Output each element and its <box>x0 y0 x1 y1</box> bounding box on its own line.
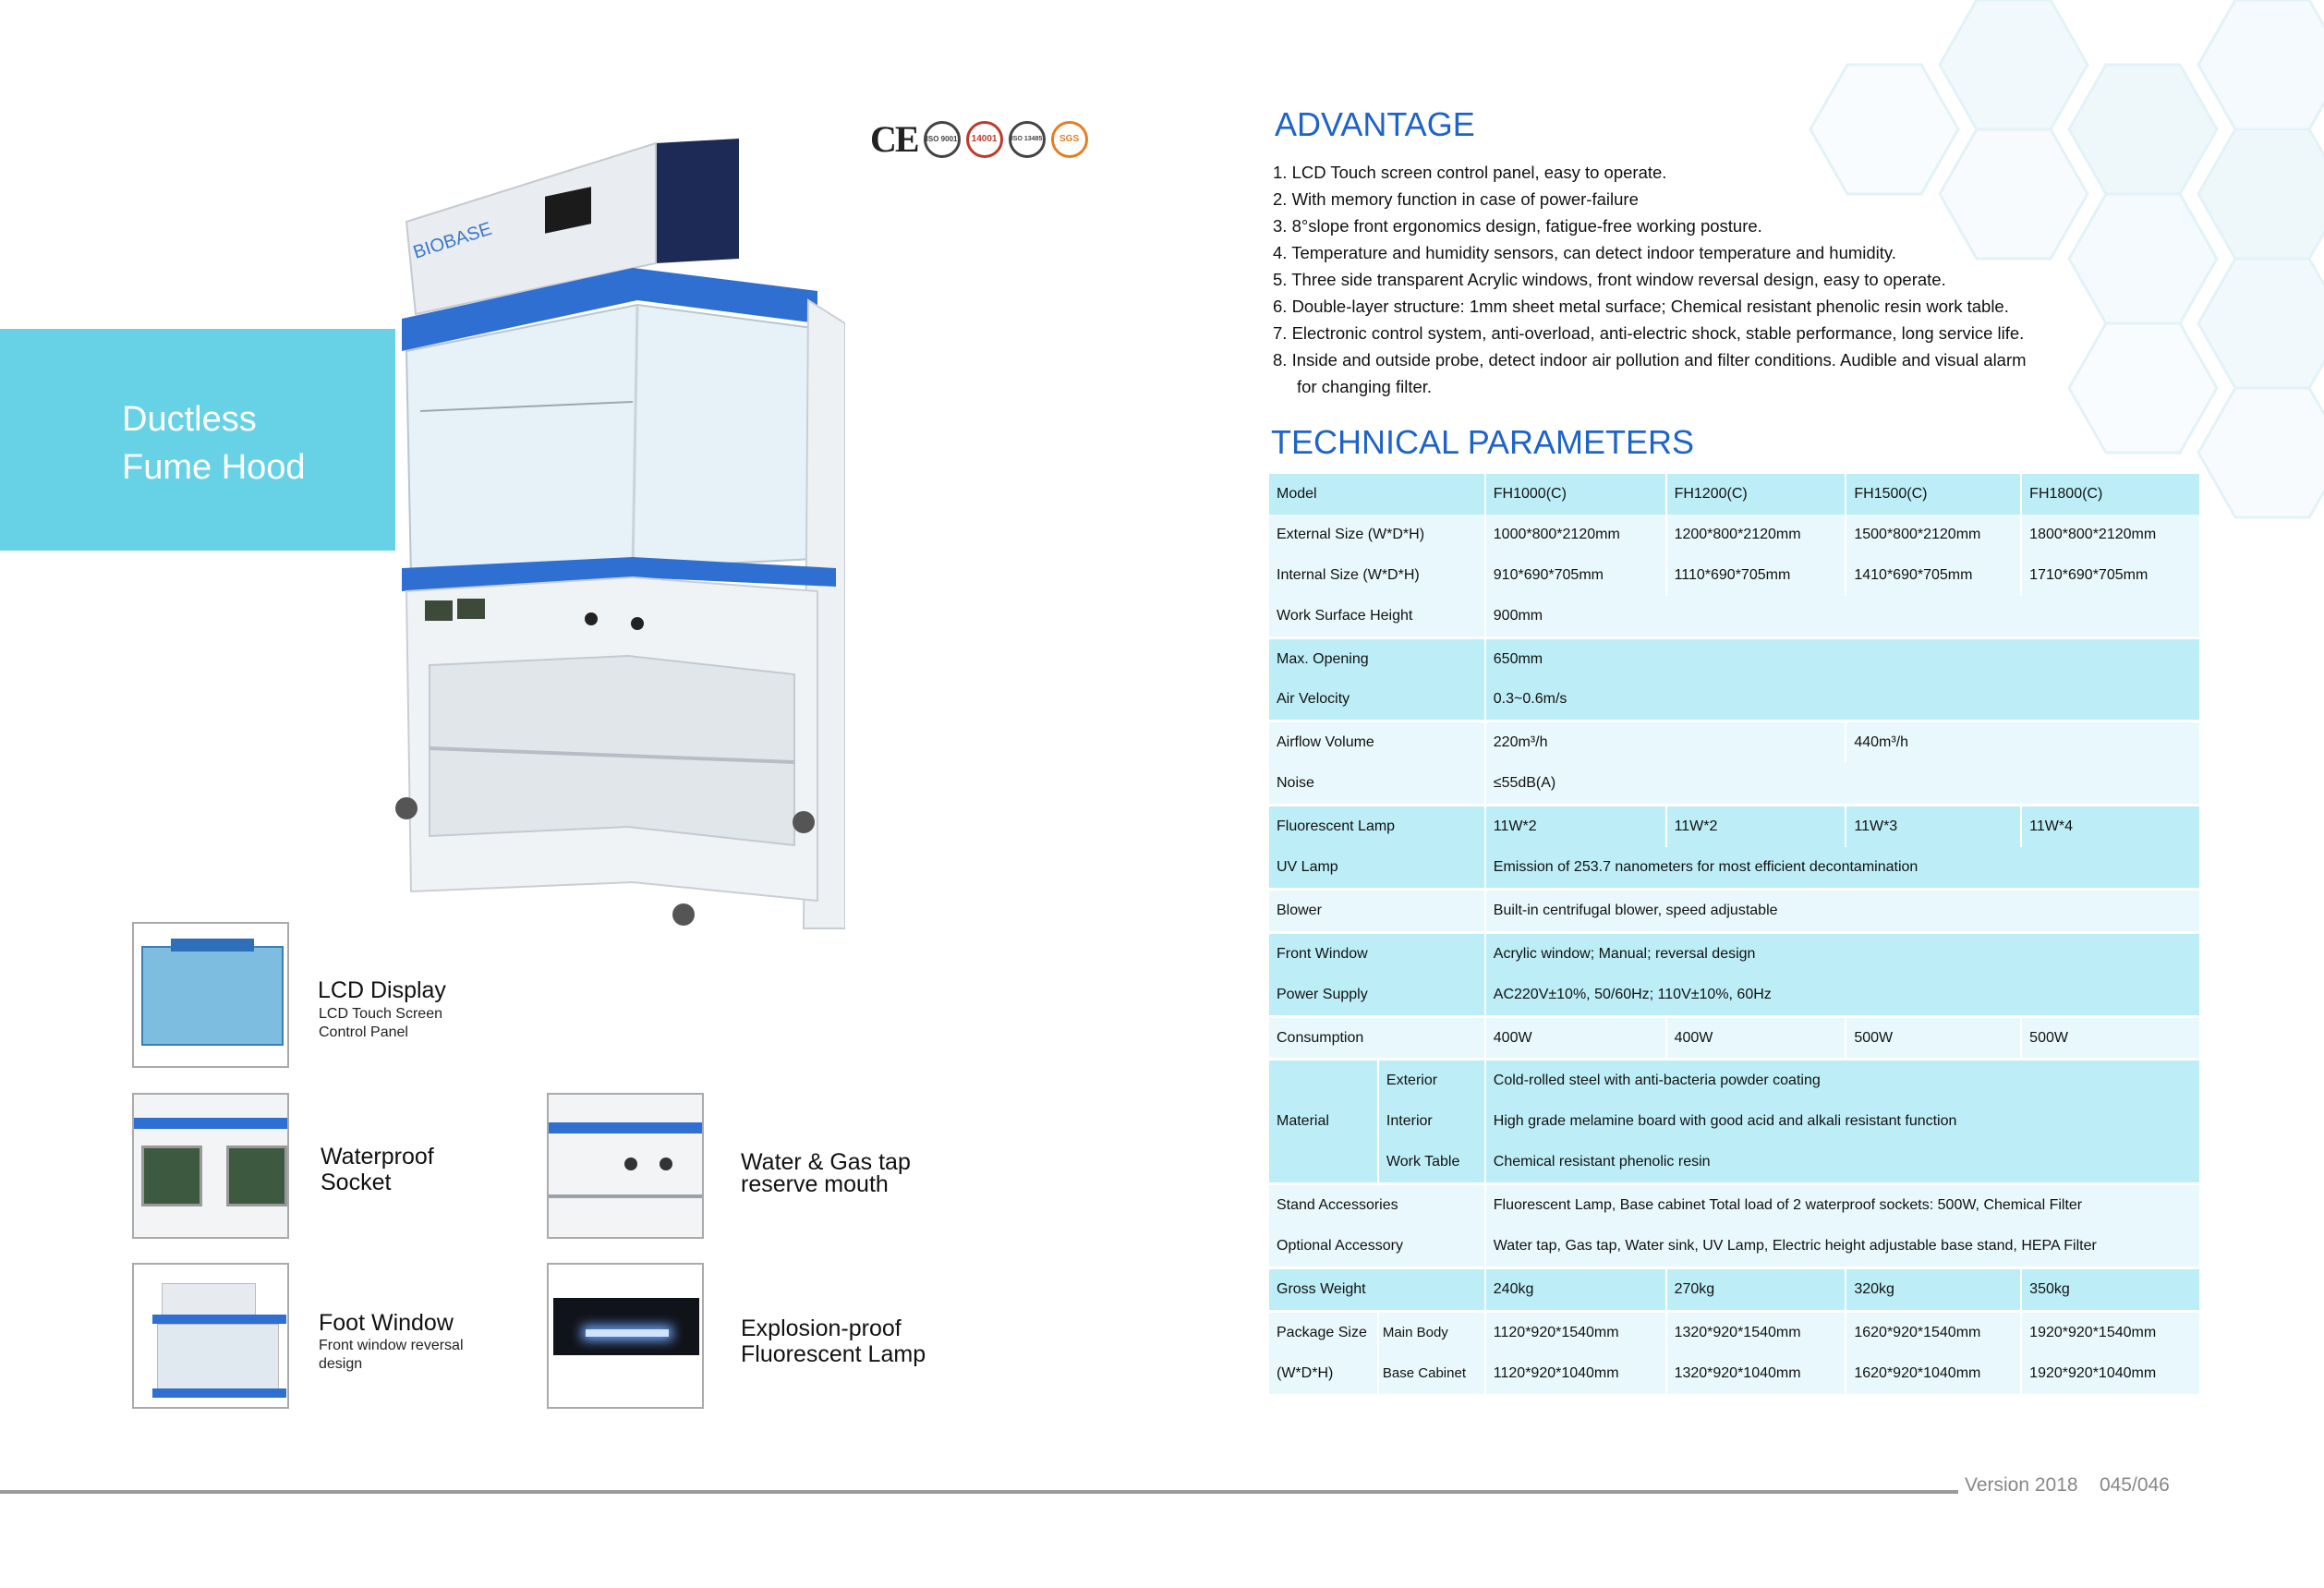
iso13485-mark: ISO 13485 <box>1009 121 1046 158</box>
socket-icon <box>425 600 453 621</box>
page-numbers: 045/046 <box>2099 1474 2170 1496</box>
table-cell: 11W*3 <box>1846 806 2021 847</box>
tap-hole-icon <box>631 617 644 630</box>
table-row <box>1269 1101 2200 1142</box>
table-row <box>1269 889 2200 932</box>
feature-socket-title <box>321 1144 434 1195</box>
iso9001-mark: ISO 9001 <box>924 121 961 158</box>
table-cell: Package Size <box>1269 1311 1378 1352</box>
table-cell: Noise <box>1269 763 1485 805</box>
socket-icon <box>457 599 485 619</box>
feature-lamp-title <box>741 1315 926 1367</box>
table-row <box>1269 1184 2200 1226</box>
table-cell: 1800*800*2120mm <box>2021 515 2200 555</box>
table-row <box>1269 1311 2200 1352</box>
tap-hole-icon <box>585 612 598 625</box>
feature-lcd-title: LCD Display <box>318 977 446 1003</box>
table-cell: Max. Opening <box>1269 637 1485 679</box>
certification-marks <box>870 117 1088 161</box>
tap-hole-icon <box>660 1158 672 1170</box>
tap-hole-icon <box>624 1158 637 1170</box>
table-row <box>1269 637 2200 679</box>
feature-lamp-title-1: Explosion-proof <box>741 1315 902 1341</box>
feature-tap-title-2: reserve mouth <box>741 1171 889 1197</box>
table-cell: Internal Size (W*D*H) <box>1269 555 1485 596</box>
table-cell: 1920*920*1040mm <box>2021 1353 2200 1394</box>
banner-title-line1: Ductless <box>122 400 257 439</box>
table-cell: FH1000(C) <box>1485 474 1666 515</box>
table-cell: 1710*690*705mm <box>2021 555 2200 596</box>
advantage-item: 5. Three side transparent Acrylic windows, front window reversal design, easy to operate. <box>1273 270 1946 289</box>
table-cell: 650mm <box>1485 637 2200 679</box>
feature-window-subtitle-1: Front window reversal <box>319 1338 464 1353</box>
table-cell: 500W <box>2021 1016 2200 1060</box>
table-cell: Emission of 253.7 nanometers for most efficient decontamination <box>1485 847 2200 889</box>
table-cell: Built-in centrifugal blower, speed adjustable <box>1485 889 2200 932</box>
table-cell: Optional Accessory <box>1269 1226 1485 1267</box>
table-cell: 270kg <box>1666 1267 1846 1311</box>
table-cell: 1410*690*705mm <box>1846 555 2021 596</box>
sgs-mark: SGS <box>1051 121 1088 158</box>
table-cell: 1920*920*1540mm <box>2021 1311 2200 1352</box>
foot-window-thumbnail <box>132 1263 289 1409</box>
footer <box>1965 1474 2170 1497</box>
table-cell: Front Window <box>1269 932 1485 974</box>
table-row <box>1269 806 2200 847</box>
table-row <box>1269 679 2200 721</box>
table-row <box>1269 932 2200 974</box>
table-cell: 1200*800*2120mm <box>1666 515 1846 555</box>
table-cell: FH1200(C) <box>1666 474 1846 515</box>
table-cell: 11W*4 <box>2021 806 2200 847</box>
feature-window-title: Foot Window <box>319 1310 454 1336</box>
table-cell: 240kg <box>1485 1267 1666 1311</box>
table-cell: 1120*920*1040mm <box>1485 1353 1666 1394</box>
table-row <box>1269 555 2200 596</box>
table-cell: 500W <box>1846 1016 2021 1060</box>
table-row <box>1269 1142 2200 1183</box>
table-cell: 1000*800*2120mm <box>1485 515 1666 555</box>
table-cell: Stand Accessories <box>1269 1184 1485 1226</box>
table-cell: 1110*690*705mm <box>1666 555 1846 596</box>
table-row <box>1269 1060 2200 1101</box>
banner-title-line2: Fume Hood <box>122 448 306 487</box>
table-cell: Airflow Volume <box>1269 721 1485 763</box>
table-cell: 910*690*705mm <box>1485 555 1666 596</box>
table-cell: Power Supply <box>1269 975 1485 1016</box>
table-row <box>1269 847 2200 889</box>
table-cell: Water tap, Gas tap, Water sink, UV Lamp, Electric height adjustable base stand, HEPA Filter <box>1485 1226 2200 1267</box>
brand-logo: BIOBASE <box>410 218 495 263</box>
table-row <box>1269 1353 2200 1394</box>
lcd-screen-icon <box>141 946 284 1046</box>
table-row <box>1269 515 2200 555</box>
table-cell: Work Table <box>1378 1142 1485 1183</box>
advantage-item: 2. With memory function in case of power-failure <box>1273 189 1639 209</box>
waterproof-socket-thumbnail <box>132 1093 289 1239</box>
table-cell: 900mm <box>1485 596 2200 637</box>
footer-rule <box>0 1490 1958 1494</box>
table-cell: FH1500(C) <box>1846 474 2021 515</box>
socket-icon <box>141 1146 202 1206</box>
advantage-item: 1. LCD Touch screen control panel, easy to operate. <box>1273 163 1667 182</box>
table-cell: 1500*800*2120mm <box>1846 515 2021 555</box>
table-cell: 400W <box>1666 1016 1846 1060</box>
table-row <box>1269 1226 2200 1267</box>
table-cell: 1320*920*1540mm <box>1666 1311 1846 1352</box>
table-cell: 400W <box>1485 1016 1666 1060</box>
table-row <box>1269 1267 2200 1311</box>
advantage-heading: ADVANTAGE <box>1275 105 1475 143</box>
table-cell: Fluorescent Lamp <box>1269 806 1485 847</box>
table-cell: ≤55dB(A) <box>1485 763 2200 805</box>
table-cell: Air Velocity <box>1269 679 1485 721</box>
ce-mark: CE <box>870 118 918 160</box>
table-cell: 350kg <box>2021 1267 2200 1311</box>
feature-tap-title <box>741 1151 911 1195</box>
table-cell: Fluorescent Lamp, Base cabinet Total load of 2 waterproof sockets: 500W, Chemical Filter <box>1485 1184 2200 1226</box>
table-cell: External Size (W*D*H) <box>1269 515 1485 555</box>
feature-lamp-title-2: Fluorescent Lamp <box>741 1341 926 1367</box>
table-row <box>1269 474 2200 515</box>
technical-parameters-table <box>1269 474 2201 1394</box>
table-cell: (W*D*H) <box>1269 1353 1378 1394</box>
advantage-item-cont-text: for changing filter. <box>1297 377 1433 396</box>
table-cell: 11W*2 <box>1666 806 1846 847</box>
table-row <box>1269 975 2200 1016</box>
advantage-item: 4. Temperature and humidity sensors, can detect indoor temperature and humidity. <box>1273 243 1896 262</box>
table-cell: 1320*920*1040mm <box>1666 1353 1846 1394</box>
feature-window-subtitle-2: design <box>319 1356 363 1372</box>
feature-lcd-subtitle-1: LCD Touch Screen <box>319 1006 442 1022</box>
table-cell: Gross Weight <box>1269 1267 1485 1311</box>
table-cell: Consumption <box>1269 1016 1485 1060</box>
lamp-icon <box>586 1329 669 1337</box>
table-row <box>1269 763 2200 805</box>
table-cell: Exterior <box>1378 1060 1485 1101</box>
table-cell: 320kg <box>1846 1267 2021 1311</box>
feature-tap-title-1: Water & Gas tap <box>741 1149 911 1175</box>
advantage-item: 7. Electronic control system, anti-overload, anti-electric shock, stable performance, long service life. <box>1273 323 2025 343</box>
banner-title <box>122 395 306 491</box>
feature-socket-title-1: Waterproof <box>321 1144 434 1170</box>
table-cell: 11W*2 <box>1485 806 1666 847</box>
table-cell: 0.3~0.6m/s <box>1485 679 2200 721</box>
table-cell: UV Lamp <box>1269 847 1485 889</box>
table-cell: Cold-rolled steel with anti-bacteria powder coating <box>1485 1060 2200 1101</box>
feature-lcd-subtitle-2: Control Panel <box>319 1024 408 1040</box>
footer-version: Version 2018 <box>1965 1474 2078 1496</box>
table-cell: Blower <box>1269 889 1485 932</box>
fume-hood-product-image <box>383 134 845 938</box>
table-cell: High grade melamine board with good acid and alkali resistant function <box>1485 1101 2200 1142</box>
water-gas-tap-thumbnail <box>547 1093 704 1239</box>
table-row <box>1269 596 2200 637</box>
table-cell: 1620*920*1040mm <box>1846 1353 2021 1394</box>
table-cell: Acrylic window; Manual; reversal design <box>1485 932 2200 974</box>
tech-heading: TECHNICAL PARAMETERS <box>1271 423 1695 461</box>
table-cell: Model <box>1269 474 1485 515</box>
lamp-thumbnail <box>547 1263 704 1409</box>
feature-socket-title-2: Socket <box>321 1170 392 1195</box>
table-cell: AC220V±10%, 50/60Hz; 110V±10%, 60Hz <box>1485 975 2200 1016</box>
table-cell: 220m³/h <box>1485 721 1846 763</box>
table-cell: 440m³/h <box>1846 721 2200 763</box>
advantage-list <box>1273 159 2027 400</box>
socket-icon <box>226 1146 287 1206</box>
table-cell: Work Surface Height <box>1269 596 1485 637</box>
iso14001-mark: 14001 <box>966 121 1003 158</box>
advantage-item: 3. 8°slope front ergonomics design, fatigue-free working posture. <box>1273 216 1762 236</box>
advantage-item: 6. Double-layer structure: 1mm sheet metal surface; Chemical resistant phenolic resin work table. <box>1273 297 2009 316</box>
table-cell: Chemical resistant phenolic resin <box>1485 1142 2200 1183</box>
table-cell: Base Cabinet <box>1378 1353 1485 1394</box>
lcd-display-thumbnail <box>132 922 289 1068</box>
advantage-item-cont <box>1273 373 2027 400</box>
table-cell: 1120*920*1540mm <box>1485 1311 1666 1352</box>
table-row <box>1269 1016 2200 1060</box>
table-cell: 1620*920*1540mm <box>1846 1311 2021 1352</box>
table-cell: Interior <box>1378 1101 1485 1142</box>
table-row <box>1269 721 2200 763</box>
table-cell: FH1800(C) <box>2021 474 2200 515</box>
table-cell: Material <box>1269 1060 1378 1184</box>
table-cell: Main Body <box>1378 1311 1485 1352</box>
advantage-item: 8. Inside and outside probe, detect indoor air pollution and filter conditions. Audible and visual alarm <box>1273 350 2027 370</box>
